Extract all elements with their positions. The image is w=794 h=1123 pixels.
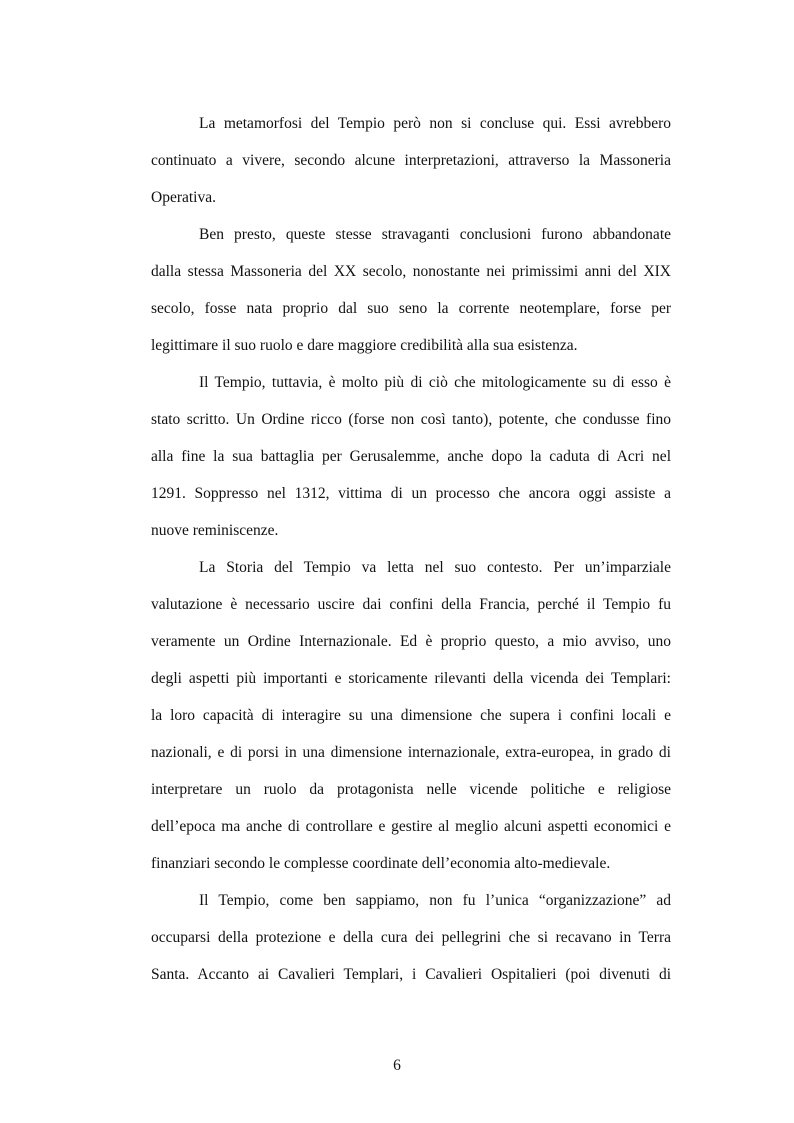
paragraph-3-line-2: stato scritto. Un Ordine ricco (forse non così tanto), potente, che condusse fino (151, 411, 671, 428)
paragraph-4-line-9: finanziari secondo le complesse coordinate dell’economia alto-medievale. (151, 855, 611, 872)
paragraph-2-line-1: Ben presto, queste stesse stravaganti conclusioni furono abbandonate (199, 226, 671, 243)
paragraph-5-line-2: occuparsi della protezione e della cura dei pellegrini che si recavano in Terra (151, 929, 671, 946)
paragraph-5-line-1: Il Tempio, come ben sappiamo, non fu l’unica “organizzazione” ad (199, 892, 671, 909)
paragraph-4-line-4: degli aspetti più importanti e storicamente rilevanti della vicenda dei Templari: (151, 670, 671, 687)
paragraph-2-line-3: secolo, fosse nata proprio dal suo seno la corrente neotemplare, forse per (151, 300, 671, 317)
paragraph-3-line-3: alla fine la sua battaglia per Gerusalemme, anche dopo la caduta di Acri nel (151, 448, 671, 465)
paragraph-4-line-1: La Storia del Tempio va letta nel suo contesto. Per un’imparziale (199, 559, 671, 576)
paragraph-3-line-5: nuove reminiscenze. (151, 522, 279, 539)
paragraph-2-line-2: dalla stessa Massoneria del XX secolo, nonostante nei primissimi anni del XIX (151, 263, 671, 280)
paragraph-1-line-3: Operativa. (151, 189, 216, 206)
paragraph-4-line-2: valutazione è necessario uscire dai confini della Francia, perché il Tempio fu (151, 596, 671, 613)
page-number: 6 (393, 1057, 401, 1074)
paragraph-3-line-1: Il Tempio, tuttavia, è molto più di ciò che mitologicamente su di esso è (199, 374, 671, 391)
paragraph-4-line-3: veramente un Ordine Internazionale. Ed è proprio questo, a mio avviso, uno (151, 633, 671, 650)
paragraph-1-line-2: continuato a vivere, secondo alcune interpretazioni, attraverso la Massoneria (151, 152, 671, 169)
paragraph-3-line-4: 1291. Soppresso nel 1312, vittima di un processo che ancora oggi assiste a (151, 485, 671, 502)
paragraph-4-line-5: la loro capacità di interagire su una dimensione che supera i confini locali e (151, 707, 671, 724)
paragraph-1-line-1: La metamorfosi del Tempio però non si concluse qui. Essi avrebbero (199, 115, 671, 132)
paragraph-4-line-7: interpretare un ruolo da protagonista nelle vicende politiche e religiose (151, 781, 671, 798)
paragraph-4-line-8: dell’epoca ma anche di controllare e gestire al meglio alcuni aspetti economici e (151, 818, 671, 835)
paragraph-2-line-4: legittimare il suo ruolo e dare maggiore credibilità alla sua esistenza. (151, 337, 578, 354)
paragraph-5-line-3: Santa. Accanto ai Cavalieri Templari, i Cavalieri Ospitalieri (poi divenuti di (151, 966, 671, 983)
paragraph-4-line-6: nazionali, e di porsi in una dimensione internazionale, extra-europea, in grado di (151, 744, 671, 761)
